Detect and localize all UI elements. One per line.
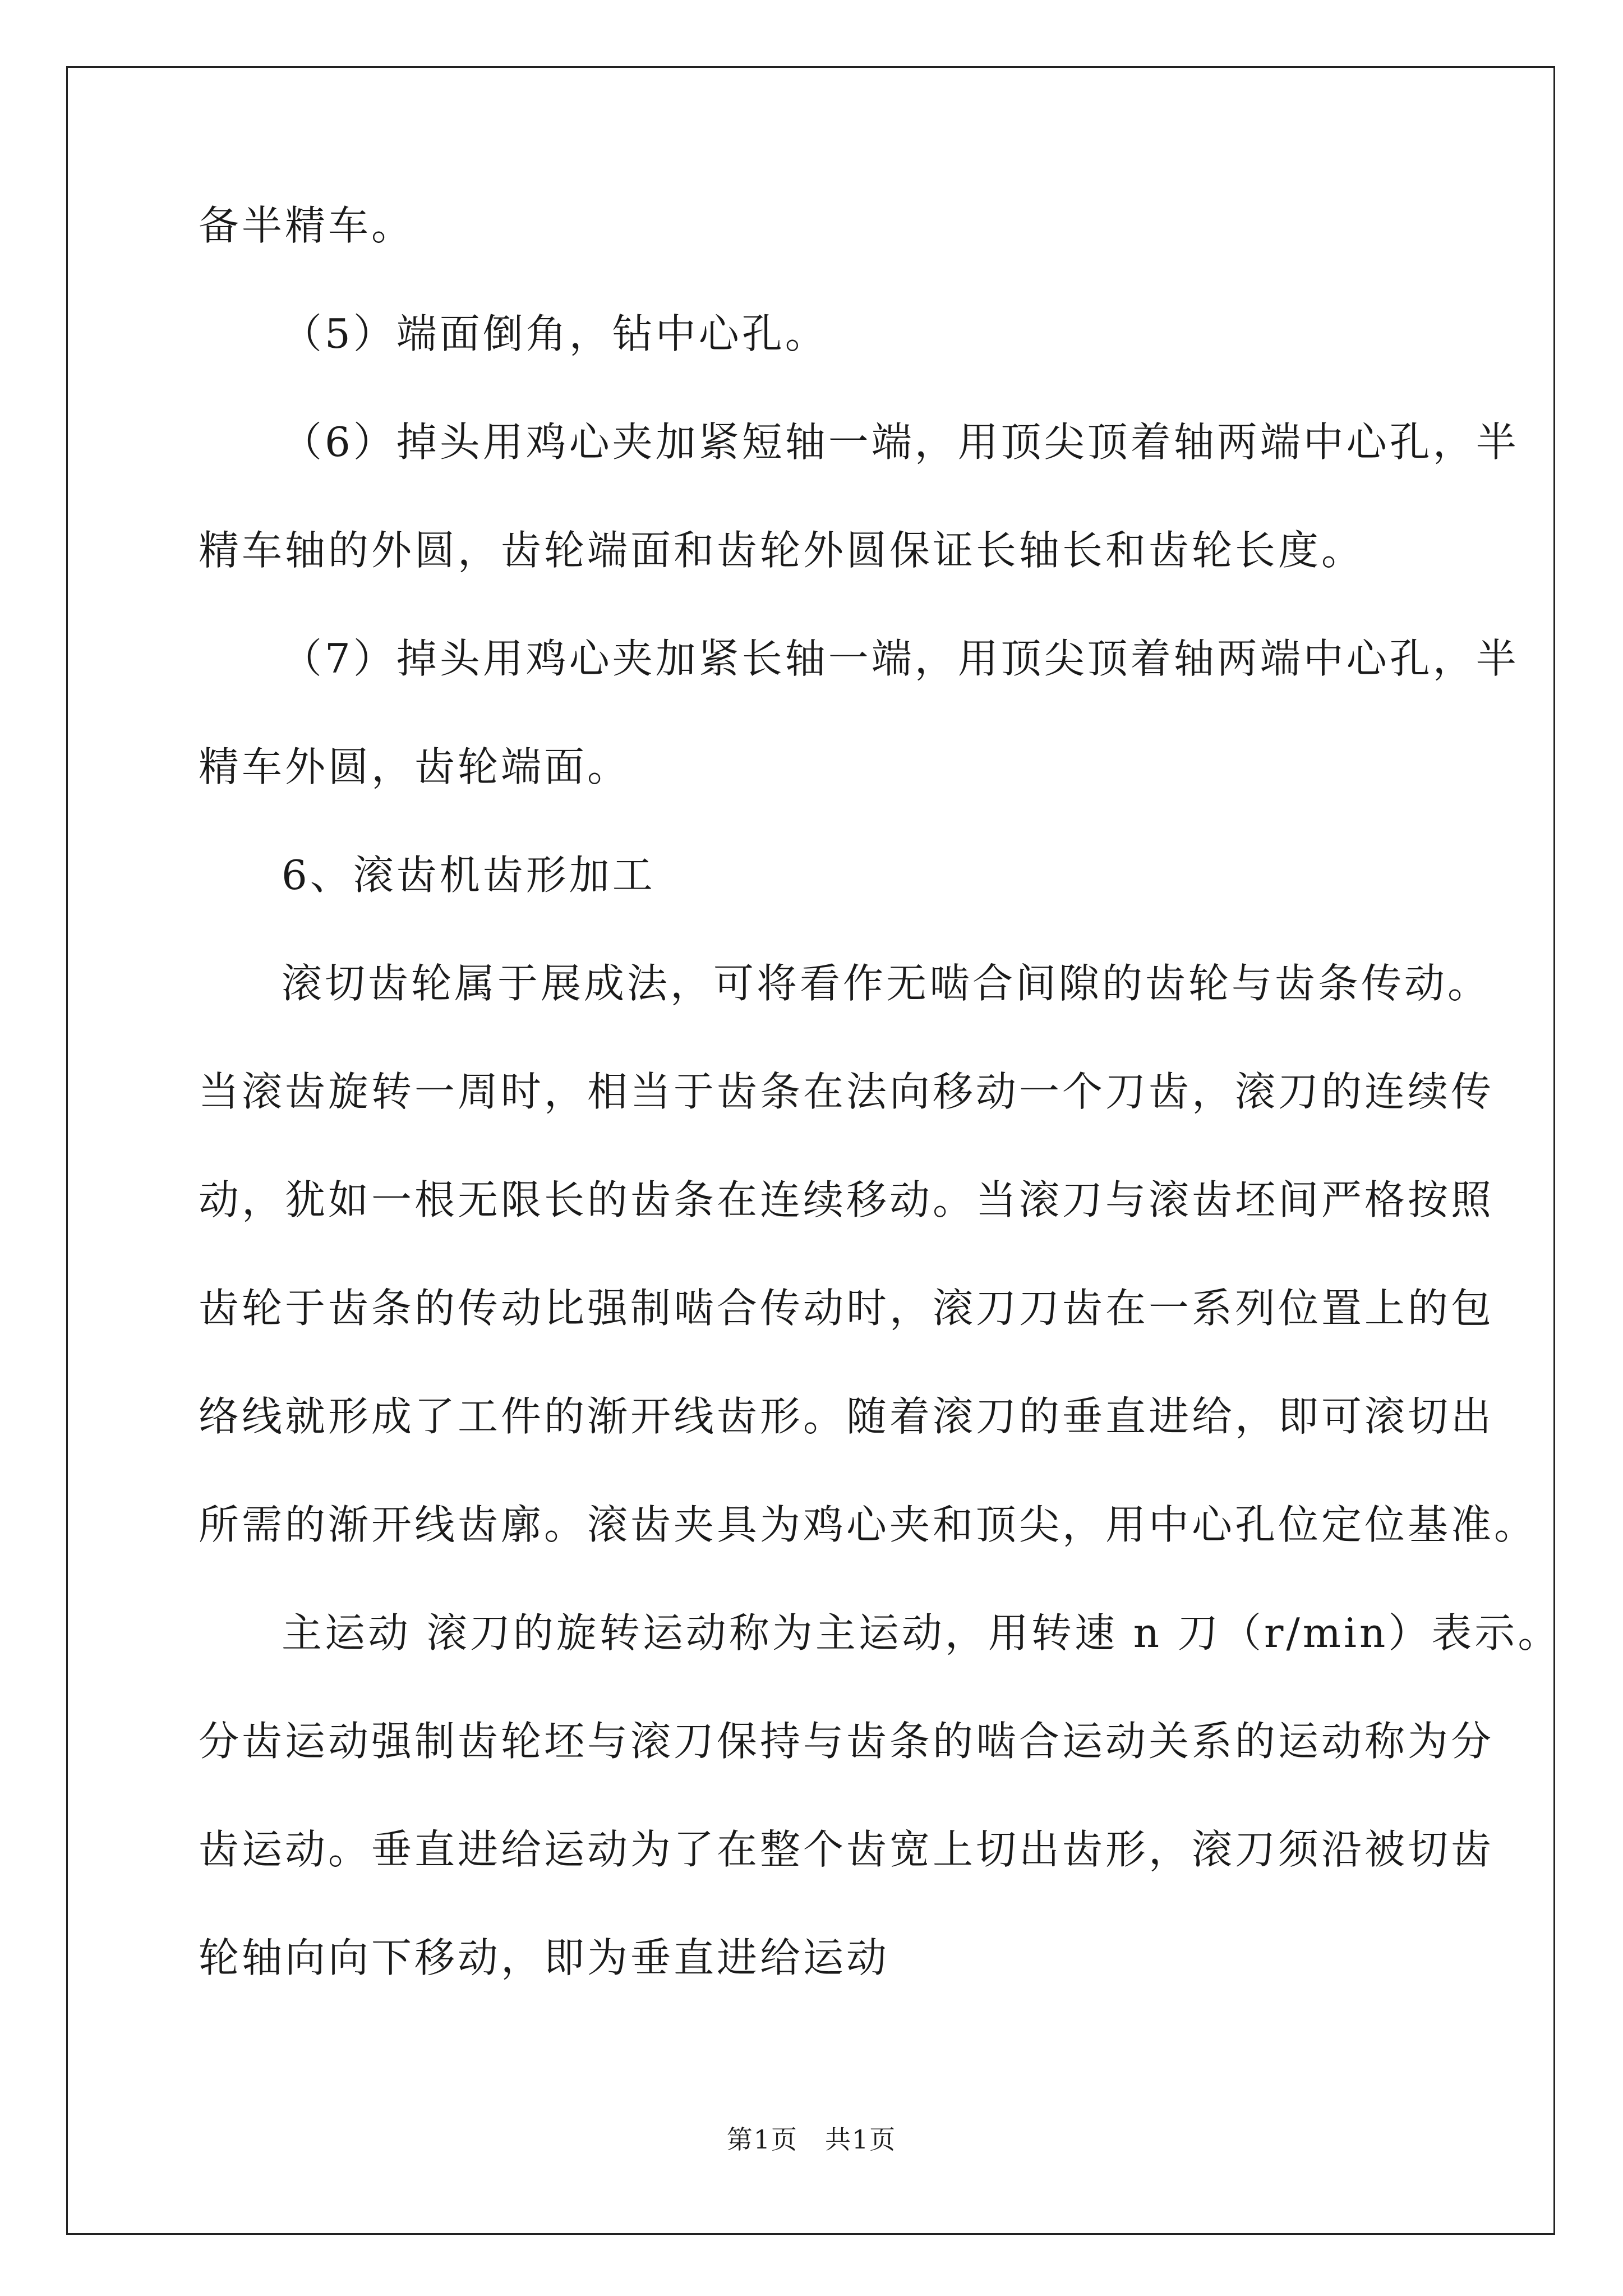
text-line: 精车外圆，齿轮端面。 (199, 743, 631, 790)
text-line: 精车轴的外圆，齿轮端面和齿轮外圆保证长轴长和齿轮长度。 (199, 527, 1365, 574)
text-line: （5）端面倒角，钻中心孔。 (282, 310, 828, 357)
text-line: 轮轴向向下移动，即为垂直进给运动 (199, 1934, 890, 1981)
page-total: 共1页 (825, 2124, 897, 2155)
text-line: 齿运动。垂直进给运动为了在整个齿宽上切出齿形，滚刀须沿被切齿 (199, 1826, 1495, 1873)
text-line: 当滚齿旋转一周时，相当于齿条在法向移动一个刀齿，滚刀的连续传 (199, 1068, 1495, 1115)
page-border (66, 66, 1555, 2235)
text-line: 分齿运动强制齿轮坯与滚刀保持与齿条的啮合运动关系的运动称为分 (199, 1718, 1495, 1765)
text-line: 备半精车。 (199, 202, 415, 249)
text-line: 动，犹如一根无限长的齿条在连续移动。当滚刀与滚齿坯间严格按照 (199, 1176, 1495, 1223)
text-line: 齿轮于齿条的传动比强制啮合传动时，滚刀刀齿在一系列位置上的包 (199, 1285, 1495, 1332)
text-line: 滚切齿轮属于展成法，可将看作无啮合间隙的齿轮与齿条传动。 (282, 960, 1491, 1007)
text-line: 所需的渐开线齿廓。滚齿夹具为鸡心夹和顶尖，用中心孔位定位基准。 (199, 1501, 1538, 1548)
section-heading: 6、滚齿机齿形加工 (282, 852, 656, 899)
text-line: （7）掉头用鸡心夹加紧长轴一端，用顶尖顶着轴两端中心孔，半 (282, 635, 1519, 682)
text-line: 主运动 滚刀的旋转运动称为主运动，用转速 n 刀（r/min）表示。 (282, 1609, 1561, 1657)
page-number: 第1页 (726, 2124, 798, 2155)
text-line: 络线就形成了工件的渐开线齿形。随着滚刀的垂直进给，即可滚切出 (199, 1393, 1495, 1440)
text-line: （6）掉头用鸡心夹加紧短轴一端，用顶尖顶着轴两端中心孔，半 (282, 418, 1519, 466)
page-footer (0, 2123, 1623, 2156)
